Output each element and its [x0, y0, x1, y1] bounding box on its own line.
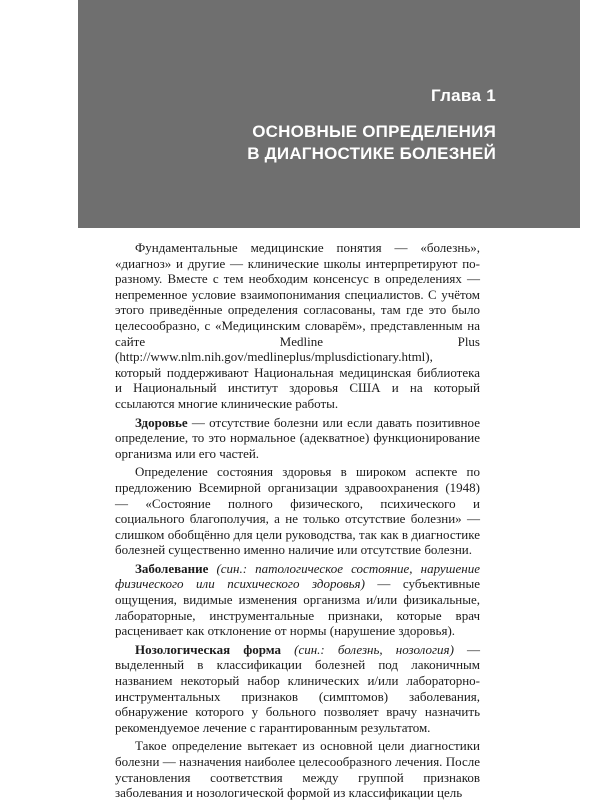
- chapter-body-text: [115, 240, 480, 801]
- paragraph-nosology: [115, 642, 480, 736]
- nosology-synonyms: (син.: болезнь, нозология): [281, 641, 454, 657]
- paragraph-disease: [115, 561, 480, 639]
- paragraph-intro: Фундаментальные медицинские понятия — «болезнь», «диагноз» и другие — клинические школы интерпретируют по-разному. Вместе с тем необходим консенсус в определениях — непременное условие взаимопонимания специалистов. С учётом этого приведённые определения согласованы, там где это было целесообразно, с «Медицинским словарём», представленным на сайте Medline Plus (http://www.nlm.nih.gov/medlineplus/mplusdictionary.html), который поддерживают Национальная медицинская библиотека и Национальный институт здоровья США и на который ссылаются многие клинические работы.: [115, 240, 480, 411]
- paragraph-health: [115, 415, 480, 462]
- disease-synonyms: (син.: патологическое состояние, нарушение физического или психического здоровья): [115, 560, 480, 592]
- term-nosological-form: Нозологическая форма: [135, 641, 282, 657]
- chapter-title-line-2: В ДИАГНОСТИКЕ БОЛЕЗНЕЙ: [247, 144, 496, 163]
- term-health: Здоровье: [135, 414, 188, 430]
- chapter-title: [247, 121, 496, 165]
- chapter-number: Глава 1: [430, 86, 496, 105]
- disease-definition: — субъективные ощущения, видимые изменения организма и/или физикальные, лабораторные, инструментальные признаки, которые врач расценивает как отклонение от нормы (нарушение здоровья).: [115, 576, 481, 639]
- paragraph-who-definition: Определение состояния здоровья в широком аспекте по предложению Всемирной организации здравоохранения (1948) — «Состояние полного физического, психического и социального благополучия, а не только отсутствие болезни» — слишком обобщённо для цели руководства, так как в диагностике болезней существенно именно наличие или отсутствие болезни.: [115, 464, 480, 558]
- chapter-title-line-1: ОСНОВНЫЕ ОПРЕДЕЛЕНИЯ: [252, 122, 496, 141]
- nosology-definition: — выделенный в классификации болезней под лаконичным названием некоторый набор клинических и/или лабораторно-инструментальных признаков (симптомов) заболевания, обнаружение которого у больного позволяет врачу назначить рекомендуемое лечение с гарантированным результатом.: [115, 641, 481, 735]
- chapter-header-banner: [78, 0, 580, 228]
- paragraph-diagnosis-goal: Такое определение вытекает из основной цели диагностики болезни — назначения наиболее целесообразного лечения. После установления соответствия между группой признаков заболевания и нозологической формой из классификации цель: [115, 738, 480, 801]
- health-definition: — отсутствие болезни или если давать позитивное определение, то это нормальное (адекватное) функционирование организма или его частей.: [115, 414, 480, 461]
- term-disease: Заболевание: [135, 560, 209, 576]
